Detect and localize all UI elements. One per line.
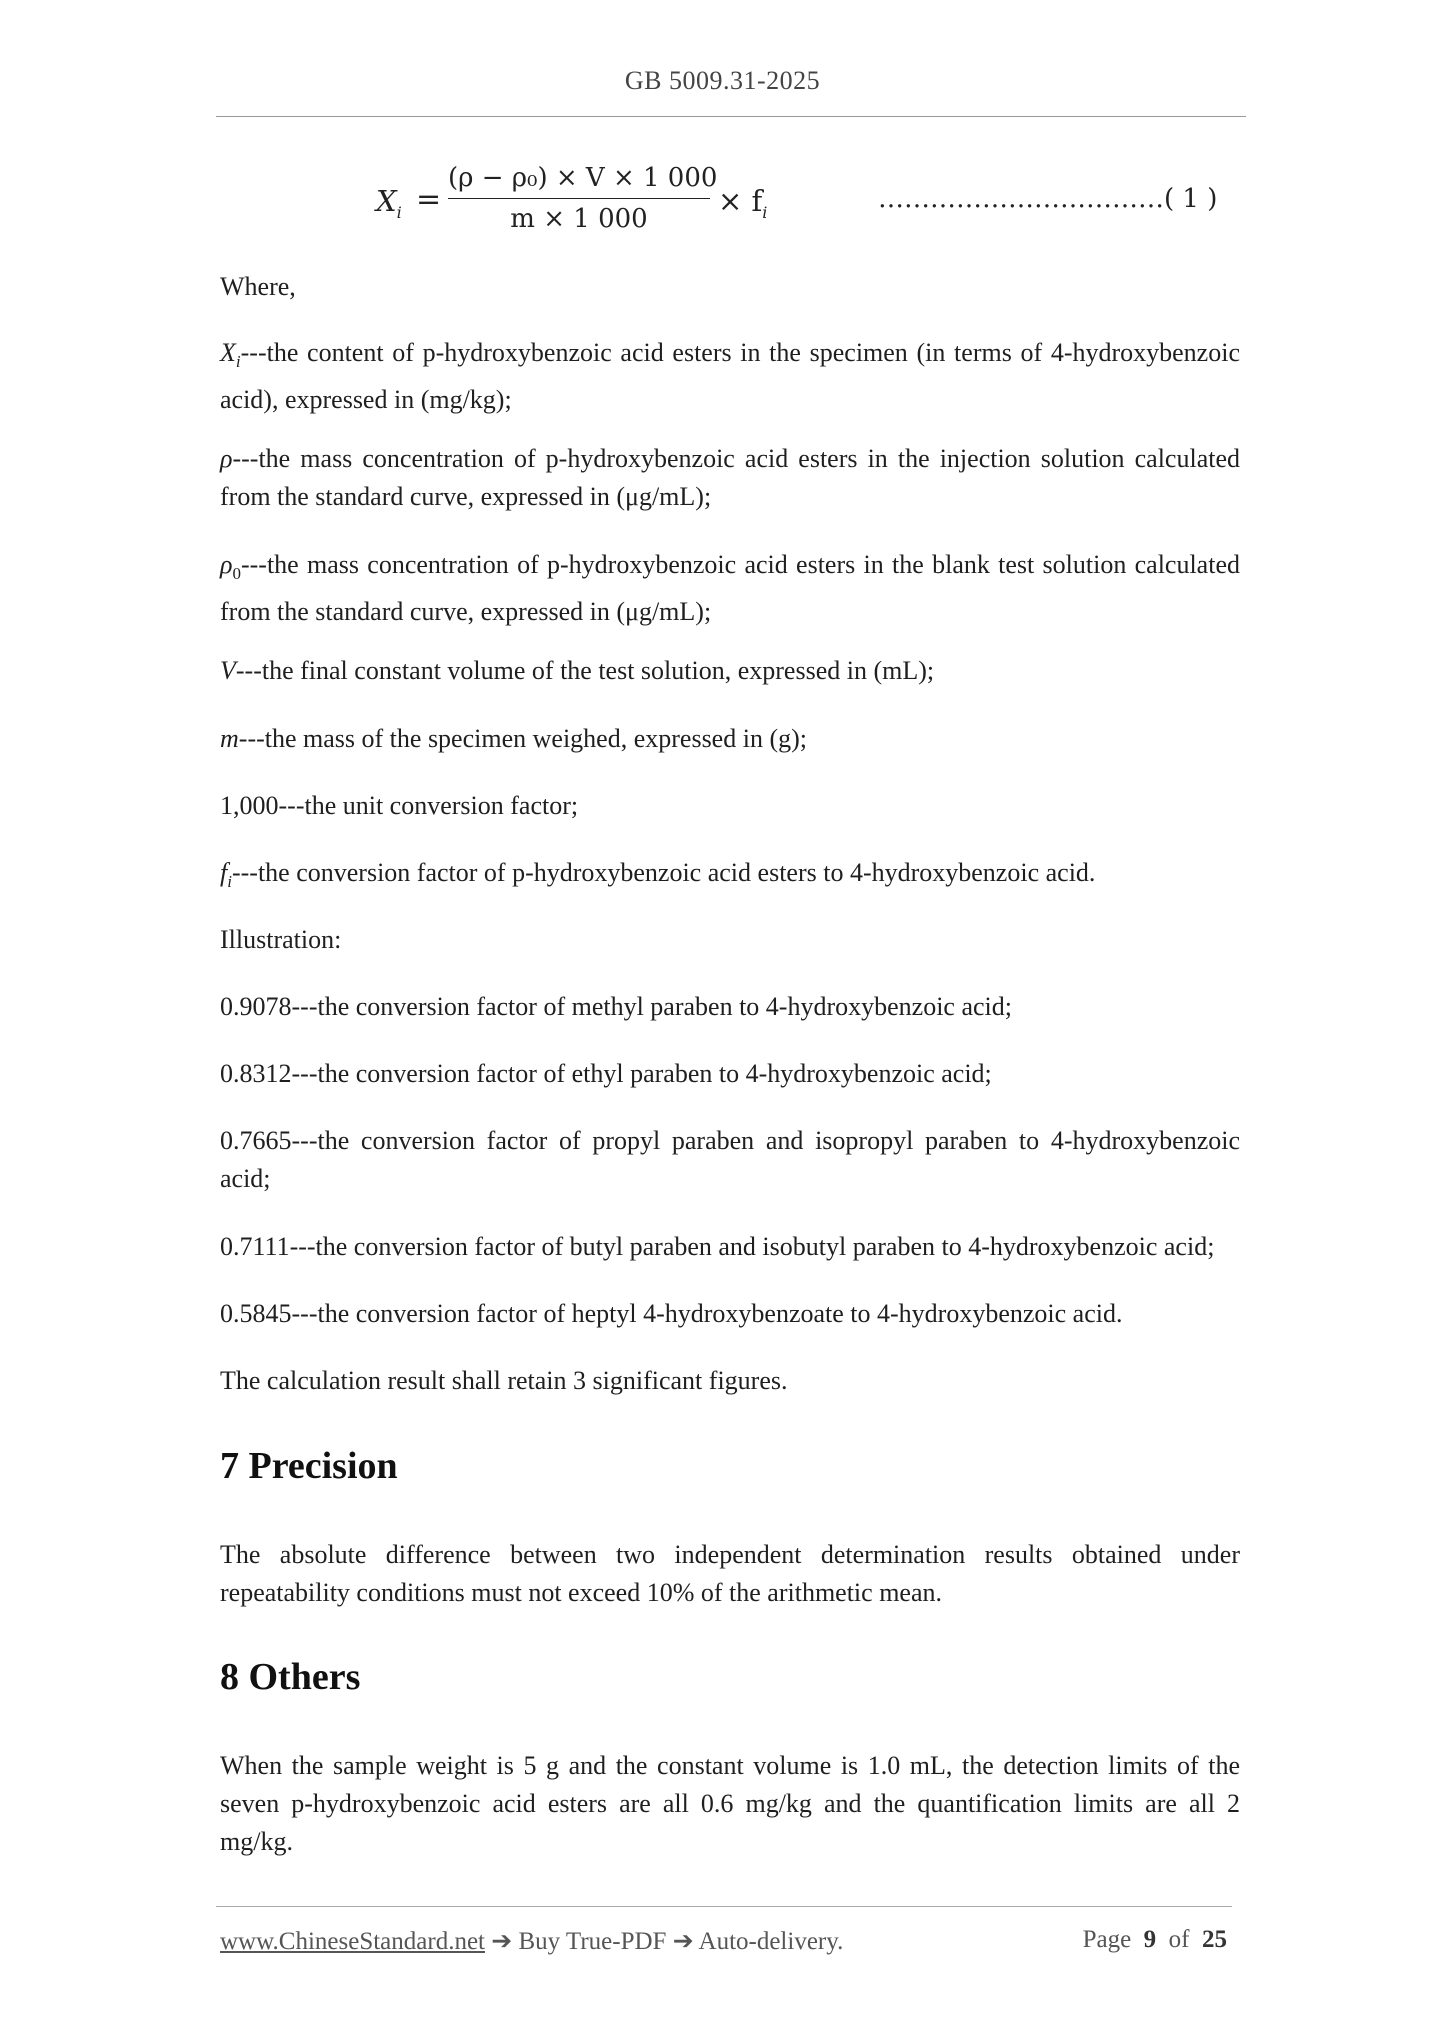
- formula-factor-symbol: × f: [718, 184, 763, 218]
- definition-item: [220, 440, 1240, 516]
- illustration-item: 0.7111---the conversion factor of butyl paraben and isobutyl paraben to 4-hydroxybenzoic acid;: [220, 1232, 1215, 1261]
- arrow-right-icon: ➔: [672, 1928, 694, 1955]
- definition-text: 1,000---the unit conversion factor;: [220, 791, 579, 820]
- formula-denominator: m × 1 000: [510, 204, 648, 234]
- definition-item: [220, 720, 1240, 758]
- page-total: 25: [1202, 1926, 1227, 1953]
- illustration-item: 0.7665---the conversion factor of propyl paraben and isopropyl paraben to 4-hydroxybenzoic acid;: [220, 1126, 1240, 1193]
- page-word: Page: [1082, 1926, 1132, 1953]
- definition-symbol: X: [220, 338, 236, 367]
- section-7-text: The absolute difference between two independent determination results obtained under repeatability conditions must not exceed 10% of the arithmetic mean.: [220, 1540, 1240, 1607]
- definition-item: [220, 854, 1240, 901]
- section-8-heading: 8 Others: [220, 1656, 361, 1698]
- arrow-right-icon: ➔: [491, 1928, 513, 1955]
- of-word: of: [1168, 1926, 1190, 1953]
- definition-sub: 0: [232, 564, 241, 584]
- formula-lhs-sub: i: [396, 202, 402, 222]
- footer-promo: [220, 1926, 843, 1956]
- definition-item: [220, 546, 1240, 631]
- fraction-bar: [448, 198, 710, 199]
- formula-lhs: [376, 184, 402, 222]
- result-note: The calculation result shall retain 3 significant figures.: [220, 1366, 788, 1395]
- formula-fraction: [448, 160, 718, 237]
- illustration-item: 0.5845---the conversion factor of heptyl 4-hydroxybenzoate to 4-hydroxybenzoic acid.: [220, 1299, 1123, 1328]
- illustration-label: Illustration:: [220, 925, 342, 954]
- definition-symbol: V: [220, 656, 236, 685]
- formula-numerator: (ρ − ρ₀) × V × 1 000: [448, 163, 718, 193]
- definition-item: [220, 787, 1240, 825]
- page-indicator: [1083, 1926, 1227, 1954]
- illustration-item: 0.9078---the conversion factor of methyl paraben to 4-hydroxybenzoic acid;: [220, 992, 1012, 1021]
- definition-symbol: f: [220, 858, 228, 887]
- chinesestandard-link[interactable]: www.ChineseStandard.net: [220, 1928, 485, 1955]
- definition-text: ---the final constant volume of the test solution, expressed in (mL);: [235, 656, 935, 685]
- illustration-item: 0.8312---the conversion factor of ethyl paraben to 4-hydroxybenzoic acid;: [220, 1059, 992, 1088]
- formula-equals: =: [416, 182, 442, 217]
- definition-text: ---the mass of the specimen weighed, expressed in (g);: [238, 724, 807, 753]
- page-number: 9: [1143, 1926, 1157, 1953]
- header-divider: [216, 116, 1246, 117]
- definition-symbol: ρ: [220, 444, 233, 473]
- definition-symbol: m: [220, 724, 239, 753]
- section-8-text: When the sample weight is 5 g and the constant volume is 1.0 mL, the detection limits of the seven p-hydroxybenzoic acid esters are all 0.6 mg/kg and the quantification limits are all 2 mg/kg.: [220, 1751, 1240, 1856]
- auto-delivery-text: Auto-delivery.: [698, 1928, 844, 1955]
- definition-item: [220, 652, 1240, 690]
- section-7-heading: 7 Precision: [220, 1445, 398, 1487]
- definition-text: ---the mass concentration of p-hydroxybenzoic acid esters in the injection solution calculated from the standard curve, expressed in (μg/mL);: [220, 444, 1240, 511]
- standard-code-header: GB 5009.31-2025: [624, 66, 821, 95]
- equation-number: ……………………………( 1 ): [878, 184, 1218, 214]
- definition-sub: i: [235, 352, 241, 372]
- where-label: Where,: [220, 272, 296, 301]
- definition-sub: i: [227, 872, 232, 892]
- definition-item: [220, 334, 1240, 419]
- definition-symbol: ρ: [220, 550, 233, 579]
- buy-true-pdf-text: Buy True-PDF: [518, 1928, 667, 1955]
- definition-text: ---the conversion factor of p-hydroxybenzoic acid esters to 4-hydroxybenzoic acid.: [231, 858, 1096, 887]
- definition-text: ---the content of p-hydroxybenzoic acid esters in the specimen (in terms of 4-hydroxybenzoic acid), expressed in (mg/kg);: [220, 338, 1240, 415]
- definition-text: ---the mass concentration of p-hydroxybenzoic acid esters in the blank test solution calculated from the standard curve, expressed in (μg/mL);: [220, 550, 1240, 627]
- formula-factor-sub: i: [762, 202, 768, 222]
- formula-lhs-symbol: X: [376, 184, 397, 218]
- formula-factor: [718, 184, 767, 222]
- footer-divider: [216, 1906, 1232, 1907]
